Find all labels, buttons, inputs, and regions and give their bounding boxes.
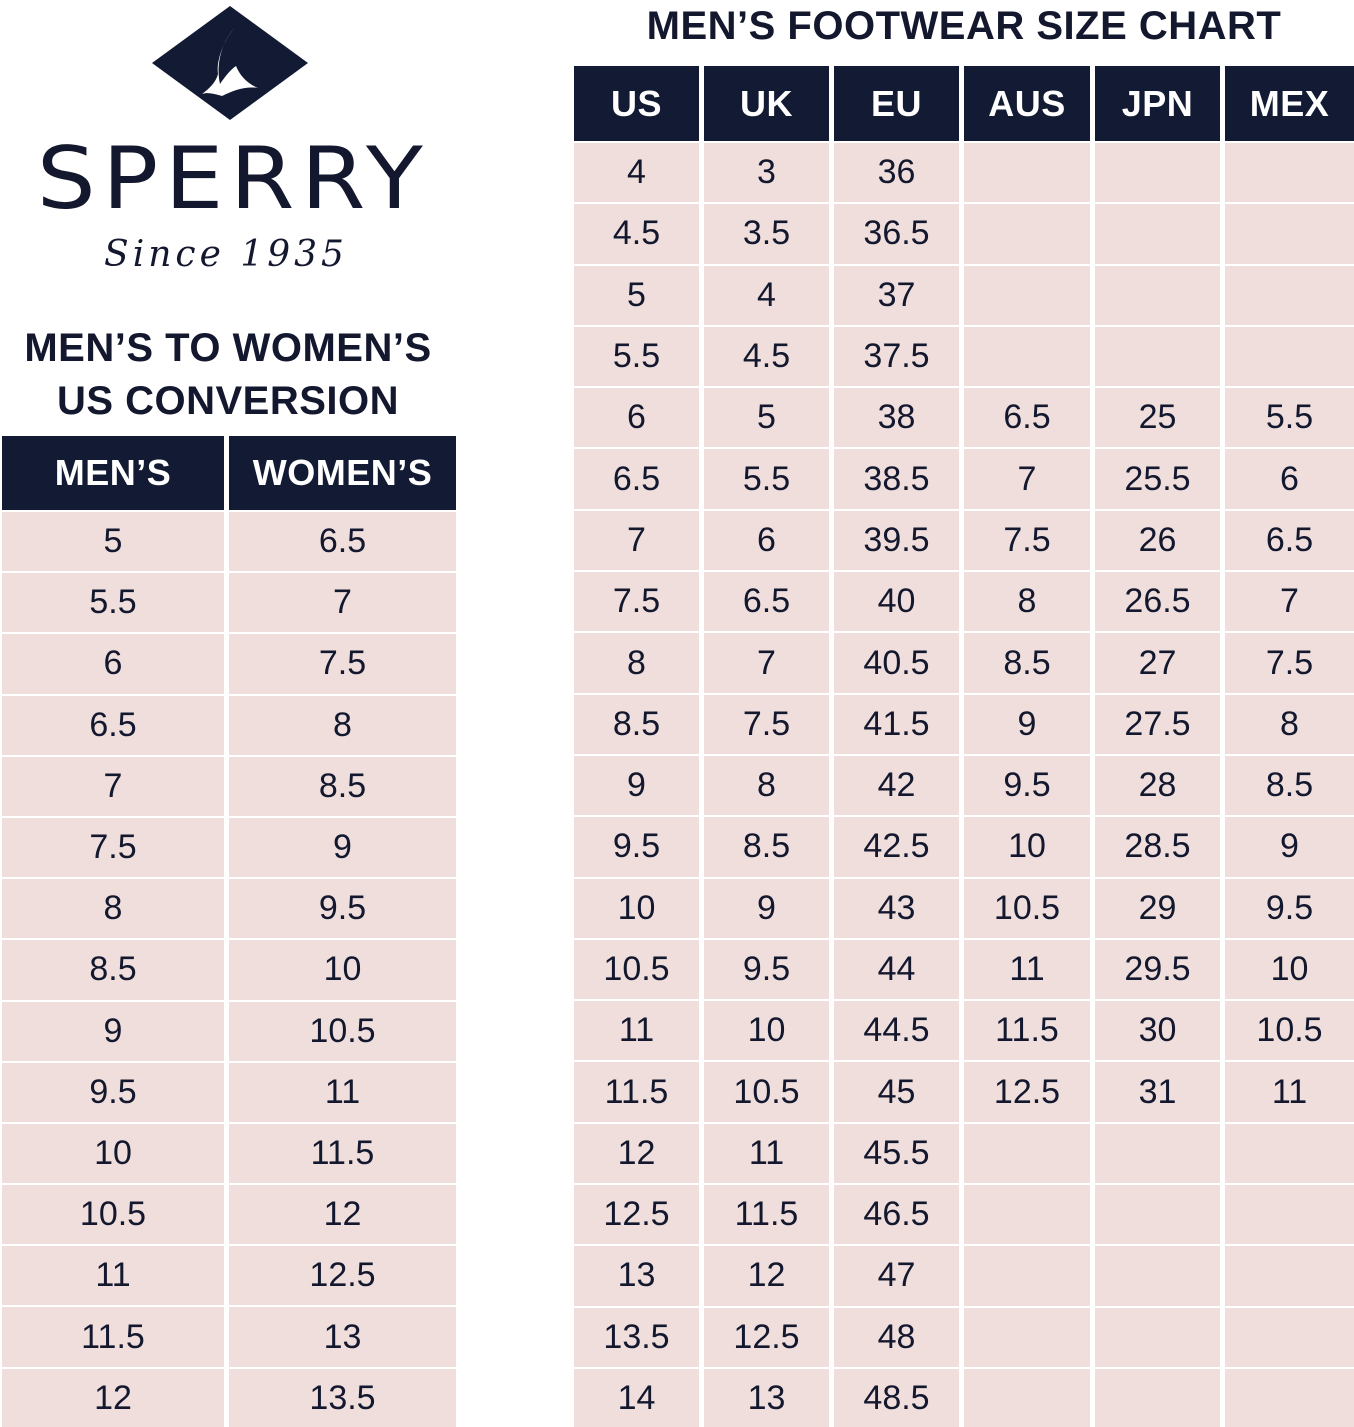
table-cell: 8.5 <box>229 755 456 816</box>
table-cell: 8.5 <box>704 815 834 876</box>
conversion-row <box>2 816 456 877</box>
conversion-row <box>2 1305 456 1366</box>
table-cell: 8 <box>2 877 229 938</box>
conversion-row <box>2 1061 456 1122</box>
table-cell: 11.5 <box>2 1305 229 1366</box>
table-cell: 4 <box>574 141 704 202</box>
conversion-row <box>2 632 456 693</box>
table-cell <box>964 325 1095 386</box>
table-cell: 5.5 <box>2 571 229 632</box>
header-mens: MEN’S <box>2 436 229 510</box>
table-cell <box>964 202 1095 263</box>
table-cell: 7 <box>574 509 704 570</box>
table-cell: 38.5 <box>834 447 964 508</box>
table-cell: 10 <box>964 815 1095 876</box>
table-cell: 8 <box>964 570 1095 631</box>
table-cell: 11 <box>1225 1060 1354 1121</box>
table-cell: 6 <box>574 386 704 447</box>
table-cell: 13.5 <box>229 1367 456 1427</box>
table-cell <box>1095 1367 1225 1427</box>
table-cell: 7.5 <box>2 816 229 877</box>
conversion-row <box>2 1367 456 1427</box>
table-cell <box>964 141 1095 202</box>
table-cell: 8.5 <box>964 631 1095 692</box>
table-cell: 40.5 <box>834 631 964 692</box>
table-cell: 7.5 <box>1225 631 1354 692</box>
table-cell: 3 <box>704 141 834 202</box>
table-cell: 44 <box>834 938 964 999</box>
table-cell <box>964 1122 1095 1183</box>
table-cell <box>1225 1122 1354 1183</box>
table-cell: 44.5 <box>834 999 964 1060</box>
table-cell: 11.5 <box>704 1183 834 1244</box>
table-cell: 28 <box>1095 754 1225 815</box>
size-row <box>574 1306 1354 1367</box>
size-row <box>574 693 1354 754</box>
table-cell: 8 <box>574 631 704 692</box>
table-cell <box>1095 264 1225 325</box>
table-cell <box>1225 1183 1354 1244</box>
conversion-row <box>2 938 456 999</box>
table-cell: 10 <box>574 877 704 938</box>
table-cell: 12 <box>704 1244 834 1305</box>
table-cell: 26 <box>1095 509 1225 570</box>
table-cell: 29 <box>1095 877 1225 938</box>
table-cell: 10.5 <box>704 1060 834 1121</box>
header-jpn: JPN <box>1095 66 1225 141</box>
table-cell: 43 <box>834 877 964 938</box>
table-cell: 9.5 <box>1225 877 1354 938</box>
table-cell: 9.5 <box>2 1061 229 1122</box>
table-cell: 39.5 <box>834 509 964 570</box>
table-cell <box>1225 1244 1354 1305</box>
table-cell: 30 <box>1095 999 1225 1060</box>
conversion-row <box>2 1183 456 1244</box>
table-cell: 38 <box>834 386 964 447</box>
sperry-logo <box>0 0 460 290</box>
size-row <box>574 141 1354 202</box>
table-cell: 8 <box>229 694 456 755</box>
table-cell: 6.5 <box>574 447 704 508</box>
table-cell: 26.5 <box>1095 570 1225 631</box>
table-cell: 11.5 <box>964 999 1095 1060</box>
table-cell <box>1095 141 1225 202</box>
table-cell: 5 <box>704 386 834 447</box>
table-cell <box>964 1306 1095 1367</box>
table-cell: 4.5 <box>574 202 704 263</box>
table-cell <box>1095 202 1225 263</box>
table-cell: 28.5 <box>1095 815 1225 876</box>
table-cell <box>1225 1367 1354 1427</box>
conversion-title <box>0 322 456 428</box>
table-cell: 11 <box>574 999 704 1060</box>
size-chart-title: MEN’S FOOTWEAR SIZE CHART <box>646 4 1282 48</box>
table-cell <box>1095 1306 1225 1367</box>
table-cell <box>1095 1183 1225 1244</box>
size-row <box>574 509 1354 570</box>
size-row <box>574 1122 1354 1183</box>
table-cell: 47 <box>834 1244 964 1305</box>
size-row <box>574 815 1354 876</box>
conversion-row <box>2 694 456 755</box>
table-cell <box>1225 1306 1354 1367</box>
table-cell: 7 <box>229 571 456 632</box>
table-cell: 25.5 <box>1095 447 1225 508</box>
table-cell: 5.5 <box>1225 386 1354 447</box>
table-cell <box>964 1367 1095 1427</box>
table-cell: 42 <box>834 754 964 815</box>
conversion-title-line1: MEN’S TO WOMEN’S <box>24 326 432 370</box>
header-uk: UK <box>704 66 834 141</box>
conversion-row <box>2 1122 456 1183</box>
conversion-row <box>2 571 456 632</box>
table-cell: 9 <box>574 754 704 815</box>
table-cell: 40 <box>834 570 964 631</box>
table-cell: 9 <box>704 877 834 938</box>
table-cell: 10 <box>1225 938 1354 999</box>
table-cell <box>964 1244 1095 1305</box>
table-cell <box>1095 325 1225 386</box>
table-cell: 27 <box>1095 631 1225 692</box>
table-cell: 36 <box>834 141 964 202</box>
size-row <box>574 877 1354 938</box>
table-cell: 25 <box>1095 386 1225 447</box>
conversion-row <box>2 510 456 571</box>
table-cell: 48 <box>834 1306 964 1367</box>
table-cell: 11.5 <box>229 1122 456 1183</box>
table-cell: 7 <box>704 631 834 692</box>
table-cell: 7 <box>2 755 229 816</box>
table-cell: 7.5 <box>964 509 1095 570</box>
table-cell: 9 <box>964 693 1095 754</box>
table-cell: 12.5 <box>574 1183 704 1244</box>
table-cell: 27.5 <box>1095 693 1225 754</box>
table-cell <box>1095 1244 1225 1305</box>
size-row <box>574 1060 1354 1121</box>
header-aus: AUS <box>964 66 1095 141</box>
conversion-row <box>2 877 456 938</box>
table-cell: 8 <box>704 754 834 815</box>
size-row <box>574 754 1354 815</box>
table-cell: 13 <box>704 1367 834 1427</box>
size-row <box>574 938 1354 999</box>
table-cell: 10.5 <box>2 1183 229 1244</box>
table-cell: 8 <box>1225 693 1354 754</box>
conversion-title-line2: US CONVERSION <box>56 379 400 423</box>
table-cell: 5 <box>2 510 229 571</box>
table-cell <box>1225 325 1354 386</box>
size-row <box>574 1244 1354 1305</box>
header-us: US <box>574 66 704 141</box>
table-cell <box>1225 202 1354 263</box>
table-cell <box>964 264 1095 325</box>
table-cell: 10.5 <box>229 1000 456 1061</box>
table-cell: 12.5 <box>964 1060 1095 1121</box>
size-chart-table <box>574 66 1354 1427</box>
table-cell: 7 <box>1225 570 1354 631</box>
table-cell: 5.5 <box>704 447 834 508</box>
table-cell: 11 <box>2 1244 229 1305</box>
table-cell: 6 <box>2 632 229 693</box>
table-cell <box>1095 1122 1225 1183</box>
table-cell: 5.5 <box>574 325 704 386</box>
table-cell: 10 <box>704 999 834 1060</box>
table-cell: 9.5 <box>704 938 834 999</box>
header-mex: MEX <box>1225 66 1354 141</box>
table-cell: 4 <box>704 264 834 325</box>
table-cell: 10.5 <box>574 938 704 999</box>
table-cell: 12.5 <box>229 1244 456 1305</box>
header-eu: EU <box>834 66 964 141</box>
table-cell: 7.5 <box>229 632 456 693</box>
table-cell: 6 <box>1225 447 1354 508</box>
size-row <box>574 264 1354 325</box>
table-cell: 48.5 <box>834 1367 964 1427</box>
table-cell: 13 <box>574 1244 704 1305</box>
table-cell: 7 <box>964 447 1095 508</box>
table-cell: 45 <box>834 1060 964 1121</box>
table-cell: 6.5 <box>704 570 834 631</box>
table-cell: 41.5 <box>834 693 964 754</box>
table-cell: 14 <box>574 1367 704 1427</box>
sail-diamond-icon <box>150 4 310 122</box>
size-row <box>574 570 1354 631</box>
table-cell: 11 <box>229 1061 456 1122</box>
table-cell: 10.5 <box>964 877 1095 938</box>
table-cell: 10.5 <box>1225 999 1354 1060</box>
table-cell <box>1225 141 1354 202</box>
table-cell: 5 <box>574 264 704 325</box>
conversion-table <box>2 436 456 1427</box>
size-row <box>574 386 1354 447</box>
table-cell: 3.5 <box>704 202 834 263</box>
table-cell: 9 <box>1225 815 1354 876</box>
table-cell: 13 <box>229 1305 456 1366</box>
table-cell: 13.5 <box>574 1306 704 1367</box>
size-row <box>574 447 1354 508</box>
table-cell <box>964 1183 1095 1244</box>
table-cell: 9 <box>2 1000 229 1061</box>
conversion-row <box>2 755 456 816</box>
table-cell: 11 <box>964 938 1095 999</box>
size-row <box>574 325 1354 386</box>
table-cell: 45.5 <box>834 1122 964 1183</box>
conversion-row <box>2 1244 456 1305</box>
header-womens: WOMEN’S <box>229 436 456 510</box>
table-cell: 6.5 <box>229 510 456 571</box>
table-cell: 11 <box>704 1122 834 1183</box>
table-cell: 12 <box>574 1122 704 1183</box>
table-cell: 12 <box>2 1367 229 1427</box>
table-cell: 9 <box>229 816 456 877</box>
table-cell: 46.5 <box>834 1183 964 1244</box>
table-cell: 8.5 <box>1225 754 1354 815</box>
size-header-row <box>574 66 1354 141</box>
table-cell: 7.5 <box>574 570 704 631</box>
size-row <box>574 999 1354 1060</box>
table-cell: 6.5 <box>964 386 1095 447</box>
table-cell: 8.5 <box>574 693 704 754</box>
brand-since: Since 1935 <box>104 234 348 275</box>
brand-name: SPERRY <box>36 129 430 229</box>
table-cell: 31 <box>1095 1060 1225 1121</box>
table-cell: 29.5 <box>1095 938 1225 999</box>
table-cell: 9.5 <box>964 754 1095 815</box>
table-cell: 42.5 <box>834 815 964 876</box>
table-cell: 10 <box>2 1122 229 1183</box>
table-cell: 6.5 <box>2 694 229 755</box>
table-cell: 36.5 <box>834 202 964 263</box>
table-cell: 6 <box>704 509 834 570</box>
table-cell: 12.5 <box>704 1306 834 1367</box>
table-cell: 12 <box>229 1183 456 1244</box>
table-cell: 10 <box>229 938 456 999</box>
conversion-header-row <box>2 436 456 510</box>
table-cell: 7.5 <box>704 693 834 754</box>
conversion-row <box>2 1000 456 1061</box>
table-cell: 9.5 <box>229 877 456 938</box>
table-cell: 8.5 <box>2 938 229 999</box>
size-row <box>574 1367 1354 1427</box>
table-cell: 11.5 <box>574 1060 704 1121</box>
table-cell: 37.5 <box>834 325 964 386</box>
size-row <box>574 1183 1354 1244</box>
size-row <box>574 631 1354 692</box>
table-cell <box>1225 264 1354 325</box>
table-cell: 9.5 <box>574 815 704 876</box>
size-row <box>574 202 1354 263</box>
table-cell: 4.5 <box>704 325 834 386</box>
table-cell: 37 <box>834 264 964 325</box>
table-cell: 6.5 <box>1225 509 1354 570</box>
